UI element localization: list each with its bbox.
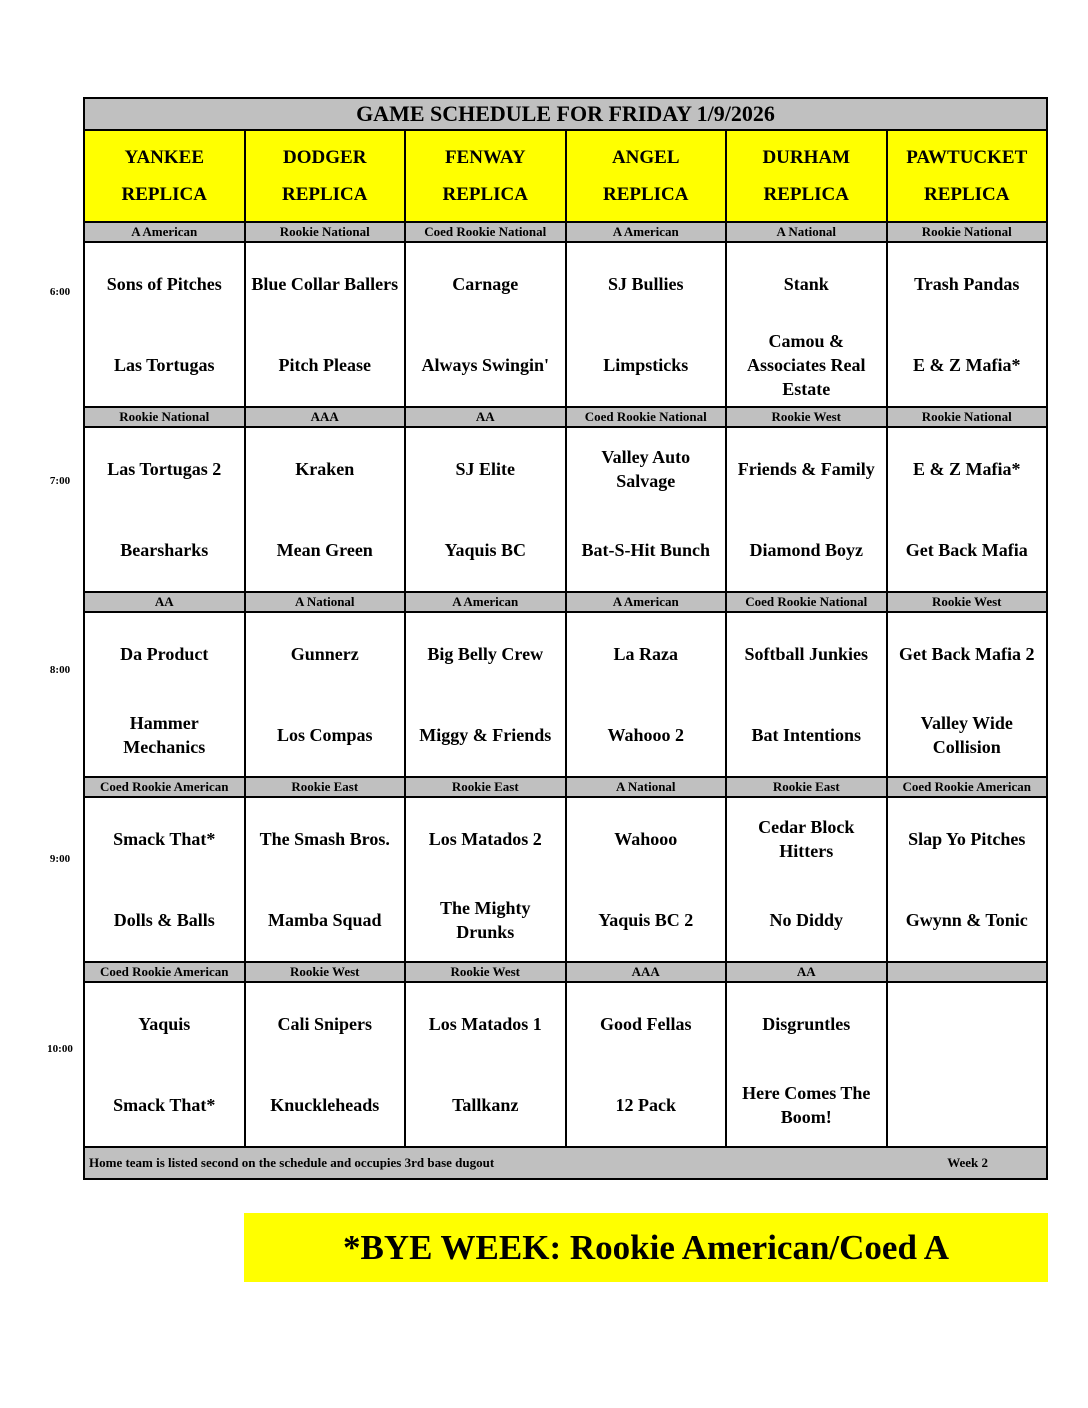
game-cell <box>245 612 406 777</box>
game-cell <box>887 982 1048 1147</box>
division-label: Rookie West <box>245 962 406 982</box>
division-label: A American <box>566 592 727 612</box>
home-team: The Mighty Drunks <box>439 898 531 943</box>
away-team: Slap Yo Pitches <box>908 828 1026 849</box>
home-team: Pitch Please <box>278 355 371 376</box>
division-label: Coed Rookie American <box>84 962 245 982</box>
away-team: Get Back Mafia 2 <box>899 643 1035 664</box>
field-sub: REPLICA <box>442 184 528 205</box>
division-label: Rookie West <box>726 407 887 427</box>
game-cell <box>726 797 887 962</box>
week-label: Week 2 <box>947 1155 988 1170</box>
home-team: Las Tortugas <box>113 355 215 376</box>
away-team: Gunnerz <box>290 643 359 664</box>
division-label: Rookie National <box>245 222 406 242</box>
away-team: Los Matados 2 <box>428 828 542 849</box>
game-cell <box>726 982 887 1147</box>
game-cell <box>887 612 1048 777</box>
time-label: 7:00 <box>49 475 71 487</box>
game-cell <box>84 797 245 962</box>
field-header <box>405 130 566 222</box>
home-team: Yaquis BC 2 <box>598 910 694 931</box>
away-team <box>890 983 1045 1065</box>
game-cell <box>405 612 566 777</box>
game-cell <box>887 242 1048 407</box>
field-header <box>887 130 1048 222</box>
away-team: Wahooo <box>614 828 678 849</box>
away-team: Carnage <box>452 273 519 294</box>
division-label: Rookie National <box>887 407 1048 427</box>
game-cell <box>566 612 727 777</box>
home-team: Dolls & Balls <box>113 910 215 931</box>
footer-note: Home team is listed second on the schedule and occupies 3rd base dugout <box>89 1155 495 1170</box>
field-sub: REPLICA <box>602 184 689 205</box>
division-label: Rookie East <box>405 777 566 797</box>
game-cell <box>405 242 566 407</box>
home-team: Wahooo 2 <box>607 725 685 746</box>
division-label: AAA <box>566 962 727 982</box>
division-label: Rookie National <box>84 407 245 427</box>
home-team <box>890 1065 1045 1147</box>
home-team: Here Comes The Boom! <box>742 1083 871 1128</box>
division-row <box>84 962 1047 982</box>
game-cell <box>245 982 406 1147</box>
game-cell <box>84 242 245 407</box>
division-label: Coed Rookie National <box>566 407 727 427</box>
away-team: Las Tortugas 2 <box>107 458 222 479</box>
division-label: A National <box>566 777 727 797</box>
game-cell <box>887 797 1048 962</box>
home-team: Limpsticks <box>603 355 689 376</box>
division-label: AA <box>84 592 245 612</box>
field-header <box>245 130 406 222</box>
division-label: A American <box>84 222 245 242</box>
home-team: Get Back Mafia <box>905 540 1028 561</box>
game-cell <box>84 982 245 1147</box>
schedule-title: GAME SCHEDULE FOR FRIDAY 1/9/2026 <box>84 98 1047 130</box>
away-team: The Smash Bros. <box>259 828 390 849</box>
field-header <box>726 130 887 222</box>
division-row <box>84 777 1047 797</box>
field-name: FENWAY <box>444 147 526 168</box>
away-team: Disgruntles <box>762 1013 851 1034</box>
game-cell <box>405 427 566 592</box>
game-cell <box>84 427 245 592</box>
home-team: Bat-S-Hit Bunch <box>581 540 711 561</box>
home-team: Miggy & Friends <box>419 725 552 746</box>
games-row <box>84 427 1047 592</box>
home-team: Los Compas <box>276 725 373 746</box>
away-team: Cali Snipers <box>277 1013 373 1034</box>
away-team: Los Matados 1 <box>428 1013 542 1034</box>
home-team: Valley Wide Collision <box>920 713 1013 758</box>
footer-cell <box>84 1147 1047 1179</box>
field-name: DURHAM <box>762 147 851 168</box>
home-team: E & Z Mafia* <box>913 355 1021 376</box>
division-label: Coed Rookie National <box>726 592 887 612</box>
away-team: SJ Bullies <box>607 273 684 294</box>
division-row <box>84 222 1047 242</box>
schedule-table <box>83 97 1048 1180</box>
game-cell <box>566 982 727 1147</box>
away-team: Softball Junkies <box>744 643 869 664</box>
division-label: Rookie National <box>887 222 1048 242</box>
division-label: Coed Rookie National <box>405 222 566 242</box>
field-sub: REPLICA <box>923 184 1010 205</box>
division-label: AA <box>405 407 566 427</box>
home-team: Yaquis BC <box>444 540 527 561</box>
time-label: 6:00 <box>49 286 71 298</box>
home-team: Bearsharks <box>120 540 209 561</box>
away-team: Good Fellas <box>599 1013 692 1034</box>
home-team: Knuckleheads <box>270 1095 380 1116</box>
field-name: PAWTUCKET <box>906 147 1028 168</box>
field-name: DODGER <box>283 147 367 168</box>
away-team: Yaquis <box>138 1013 191 1034</box>
game-cell <box>726 242 887 407</box>
field-header <box>566 130 727 222</box>
away-team: Trash Pandas <box>914 273 1020 294</box>
bye-week-banner: *BYE WEEK: Rookie American/Coed A <box>244 1213 1048 1282</box>
away-team: Smack That* <box>113 828 216 849</box>
games-row <box>84 982 1047 1147</box>
division-label: A National <box>726 222 887 242</box>
division-label: AAA <box>245 407 406 427</box>
field-sub: REPLICA <box>763 184 849 205</box>
field-sub: REPLICA <box>281 184 368 205</box>
footer-row <box>84 1147 1047 1179</box>
game-cell <box>245 427 406 592</box>
away-team: Big Belly Crew <box>427 643 544 664</box>
field-header <box>84 130 245 222</box>
division-label: A American <box>405 592 566 612</box>
field-name: ANGEL <box>611 147 680 168</box>
home-team: Mamba Squad <box>267 910 382 931</box>
game-cell <box>245 242 406 407</box>
away-team: La Raza <box>613 643 678 664</box>
division-label: Coed Rookie American <box>84 777 245 797</box>
game-cell <box>726 427 887 592</box>
away-team: Friends & Family <box>737 458 875 479</box>
fields-row <box>84 130 1047 222</box>
division-label: Coed Rookie American <box>887 777 1048 797</box>
games-row <box>84 242 1047 407</box>
game-cell <box>566 242 727 407</box>
division-label: Rookie West <box>405 962 566 982</box>
time-label: 8:00 <box>49 664 71 676</box>
games-row <box>84 612 1047 777</box>
home-team: Camou & Associates Real Estate <box>747 331 866 400</box>
away-team: Cedar Block Hitters <box>758 816 855 861</box>
away-team: Sons of Pitches <box>106 273 222 294</box>
home-team: Diamond Boyz <box>749 540 863 561</box>
game-cell <box>887 427 1048 592</box>
away-team: Valley Auto Salvage <box>601 446 691 491</box>
division-label: AA <box>726 962 887 982</box>
home-team: Gwynn & Tonic <box>905 910 1028 931</box>
away-team: SJ Elite <box>455 458 515 479</box>
division-row <box>84 592 1047 612</box>
field-name: YANKEE <box>124 147 205 168</box>
home-team: Tallkanz <box>452 1095 519 1116</box>
division-label <box>887 962 1048 982</box>
home-team: Always Swingin' <box>421 355 550 376</box>
away-team: Da Product <box>120 643 209 664</box>
division-label: A American <box>566 222 727 242</box>
away-team: Kraken <box>295 458 355 479</box>
home-team: Mean Green <box>276 540 373 561</box>
division-label: Rookie West <box>887 592 1048 612</box>
division-row <box>84 407 1047 427</box>
game-cell <box>566 797 727 962</box>
division-label: A National <box>245 592 406 612</box>
game-cell <box>726 612 887 777</box>
game-cell <box>84 612 245 777</box>
game-cell <box>405 797 566 962</box>
division-label: Rookie East <box>726 777 887 797</box>
time-label: 10:00 <box>47 1043 73 1055</box>
home-team: Bat Intentions <box>751 725 862 746</box>
division-label: Rookie East <box>245 777 406 797</box>
away-team: Blue Collar Ballers <box>251 273 399 294</box>
field-sub: REPLICA <box>121 184 207 205</box>
home-team: Hammer Mechanics <box>123 713 206 758</box>
away-team: Stank <box>783 273 829 294</box>
games-row <box>84 797 1047 962</box>
game-cell <box>405 982 566 1147</box>
time-label: 9:00 <box>49 853 71 865</box>
home-team: No Diddy <box>769 910 844 931</box>
game-cell <box>566 427 727 592</box>
game-cell <box>245 797 406 962</box>
home-team: Smack That* <box>113 1095 216 1116</box>
title-row <box>84 98 1047 130</box>
home-team: 12 Pack <box>615 1095 676 1116</box>
away-team: E & Z Mafia* <box>913 458 1021 479</box>
